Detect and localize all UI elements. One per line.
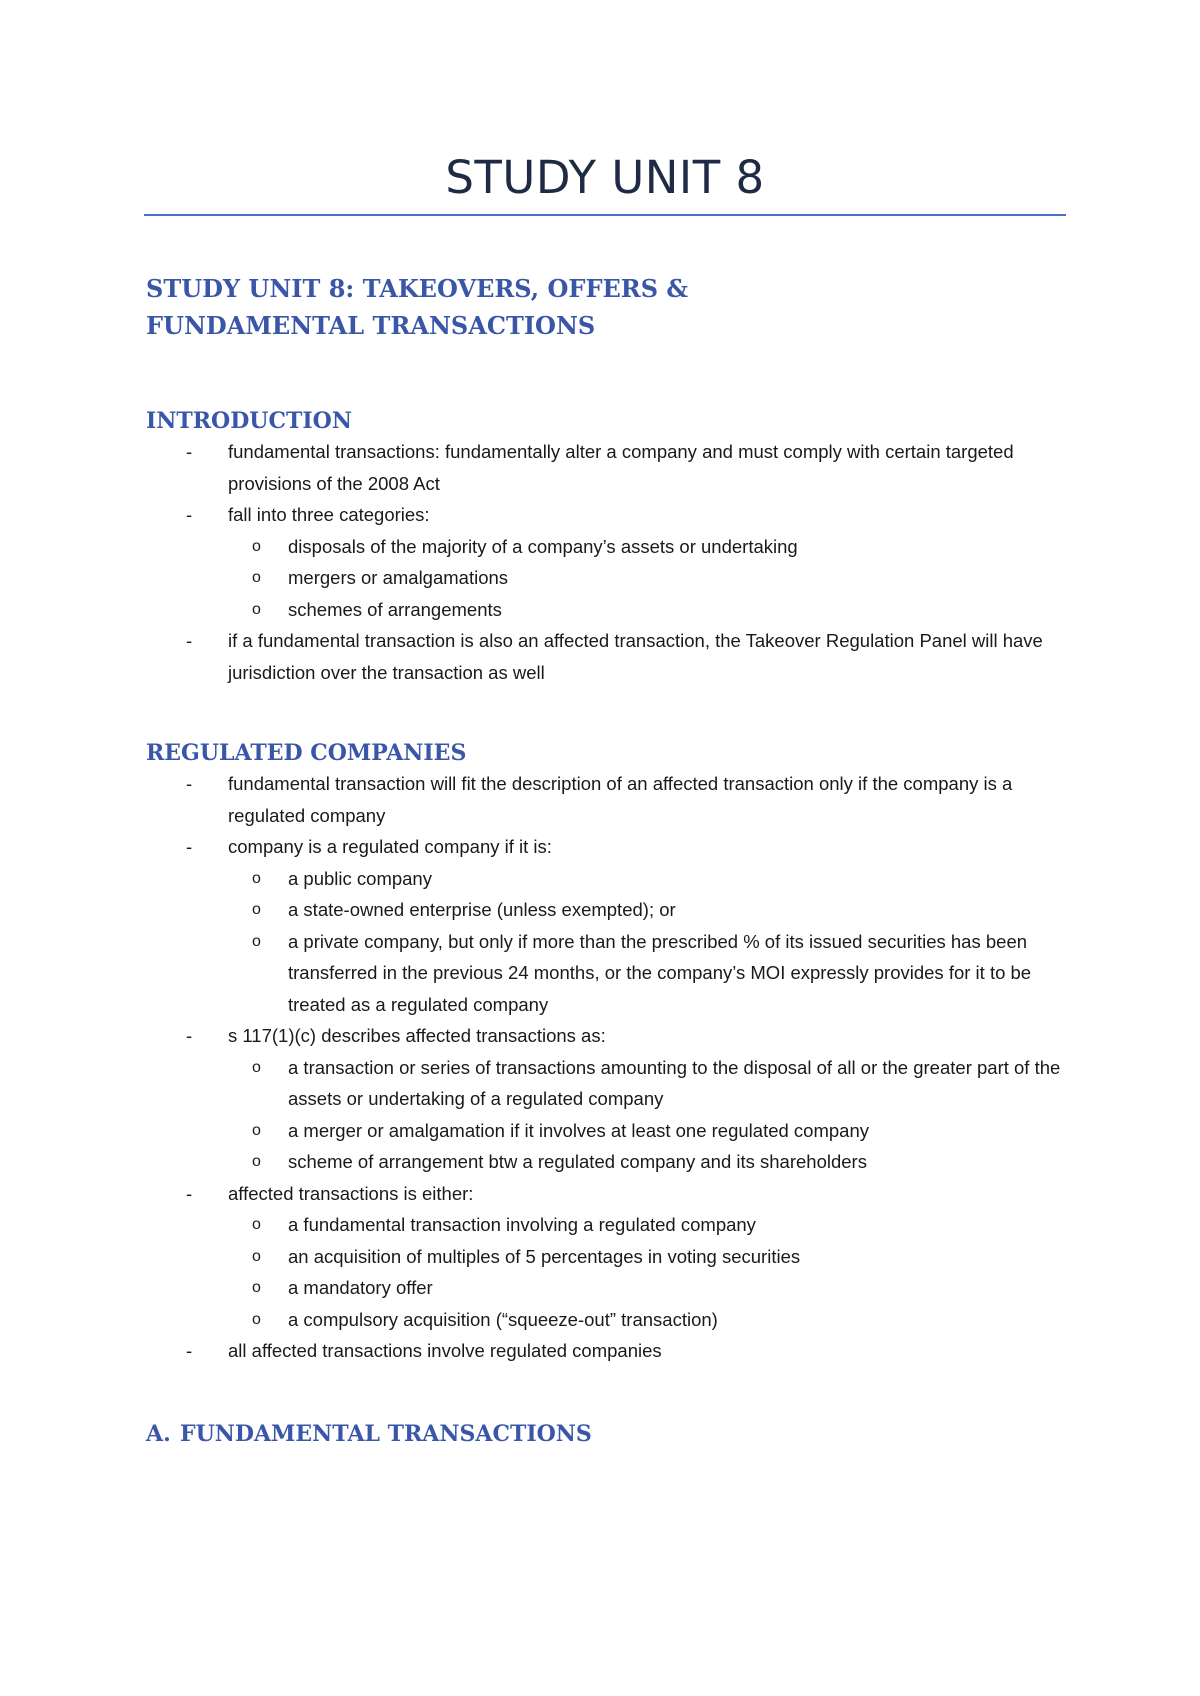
sub-list-item bbox=[146, 594, 1066, 626]
dash-marker: - bbox=[186, 630, 193, 651]
section-a-heading bbox=[146, 1419, 1066, 1449]
list-item-text: affected transactions is either: bbox=[228, 1182, 474, 1204]
sub-list-item bbox=[146, 1241, 1066, 1273]
regulated-types-sub-list bbox=[146, 863, 1066, 1021]
circle-bullet: o bbox=[252, 1153, 261, 1170]
dash-marker: - bbox=[186, 836, 193, 857]
list-item-text: fall into three categories: bbox=[228, 504, 430, 525]
circle-bullet: o bbox=[252, 1279, 261, 1296]
dash-marker: - bbox=[186, 1025, 193, 1046]
sub-list-item bbox=[146, 1272, 1066, 1304]
sub-list-container bbox=[146, 1209, 1066, 1335]
affected-types-sub-list bbox=[146, 1209, 1066, 1335]
circle-bullet: o bbox=[252, 869, 261, 887]
circle-bullet: o bbox=[252, 901, 261, 918]
sub-list-item bbox=[146, 1115, 1066, 1147]
document-body bbox=[146, 270, 1066, 1449]
title-underline bbox=[144, 214, 1066, 216]
sub-list-item-text: a compulsory acquisition (“squeeze-out” transaction) bbox=[288, 1308, 718, 1330]
sub-list-container bbox=[146, 531, 1066, 626]
regulated-companies-list bbox=[146, 768, 1066, 1367]
s117-sub-list bbox=[146, 1052, 1066, 1178]
list-item-text: if a fundamental transaction is also an affected transaction, the Takeover Regulation Panel will have jurisdiction over the transaction as well bbox=[228, 630, 1043, 683]
section-marker: A. bbox=[146, 1420, 171, 1447]
sub-list-item-text: a private company, but only if more than the prescribed % of its issued securities has been transferred in the previous 24 months, or the company’s MOI expressly provides for it to be treated as a regulated company bbox=[288, 930, 1032, 1015]
sub-list-item bbox=[146, 1304, 1066, 1336]
list-item bbox=[146, 1020, 1066, 1052]
list-item-text: fundamental transactions: fundamentally alter a company and must comply with certain targeted provisions of the 2008 Act bbox=[228, 441, 1014, 494]
list-item bbox=[146, 831, 1066, 863]
sub-list-item bbox=[146, 562, 1066, 594]
sub-list-item-text: a state-owned enterprise (unless exempted); or bbox=[288, 899, 676, 920]
list-item bbox=[146, 1178, 1066, 1210]
sub-list-item-text: scheme of arrangement btw a regulated company and its shareholders bbox=[288, 1151, 867, 1172]
section-a-title: FUNDAMENTAL TRANSACTIONS bbox=[180, 1420, 592, 1447]
sub-list-item bbox=[146, 926, 1066, 1021]
circle-bullet: o bbox=[252, 1216, 261, 1233]
unit-heading: STUDY UNIT 8: TAKEOVERS, OFFERS & FUNDAMENTAL TRANSACTIONS bbox=[146, 274, 689, 340]
circle-bullet: o bbox=[252, 1058, 261, 1076]
sub-list-item-text: mergers or amalgamations bbox=[288, 567, 509, 588]
dash-marker: - bbox=[186, 1182, 193, 1204]
sub-list-item bbox=[146, 1209, 1066, 1241]
circle-bullet: o bbox=[252, 1247, 261, 1265]
sub-list-item bbox=[146, 531, 1066, 563]
list-item bbox=[146, 768, 1066, 831]
introduction-heading: INTRODUCTION bbox=[146, 408, 352, 434]
list-item bbox=[146, 436, 1066, 499]
list-item bbox=[146, 1335, 1066, 1367]
sub-list-item bbox=[146, 1146, 1066, 1178]
sub-list-item bbox=[146, 1052, 1066, 1115]
list-item-text: company is a regulated company if it is: bbox=[228, 836, 552, 857]
sub-list-item-text: a mandatory offer bbox=[288, 1277, 433, 1298]
dash-marker: - bbox=[186, 504, 193, 525]
dash-marker: - bbox=[186, 773, 193, 794]
sub-list-item bbox=[146, 894, 1066, 926]
circle-bullet: o bbox=[252, 569, 261, 586]
circle-bullet: o bbox=[252, 1310, 261, 1328]
list-item-text: s 117(1)(c) describes affected transactions as: bbox=[228, 1025, 606, 1046]
categories-sub-list bbox=[146, 531, 1066, 626]
list-item bbox=[146, 499, 1066, 531]
regulated-companies-heading: REGULATED COMPANIES bbox=[146, 740, 467, 766]
circle-bullet: o bbox=[252, 600, 261, 618]
circle-bullet: o bbox=[252, 537, 261, 555]
sub-list-item-text: an acquisition of multiples of 5 percentages in voting securities bbox=[288, 1245, 801, 1267]
introduction-list bbox=[146, 436, 1066, 688]
list-item bbox=[146, 625, 1066, 688]
sub-list-item bbox=[146, 863, 1066, 895]
sub-list-item-text: schemes of arrangements bbox=[288, 598, 502, 620]
sub-list-container bbox=[146, 863, 1066, 1021]
list-item-text: all affected transactions involve regulated companies bbox=[228, 1340, 662, 1361]
dash-marker: - bbox=[186, 441, 193, 462]
circle-bullet: o bbox=[252, 1121, 261, 1139]
dash-marker: - bbox=[186, 1340, 193, 1361]
list-item-text: fundamental transaction will fit the description of an affected transaction only if the company is a regulated company bbox=[228, 773, 1013, 826]
sub-list-item-text: a transaction or series of transactions amounting to the disposal of all or the greater part of the assets or undertaking of a regulated company bbox=[288, 1056, 1061, 1109]
circle-bullet: o bbox=[252, 932, 261, 950]
sub-list-item-text: a merger or amalgamation if it involves at least one regulated company bbox=[288, 1119, 869, 1141]
document-title: STUDY UNIT 8 bbox=[445, 151, 765, 204]
sub-list-item-text: disposals of the majority of a company’s assets or undertaking bbox=[288, 535, 798, 557]
sub-list-container bbox=[146, 1052, 1066, 1178]
sub-list-item-text: a public company bbox=[288, 867, 432, 889]
sub-list-item-text: a fundamental transaction involving a regulated company bbox=[288, 1214, 756, 1235]
